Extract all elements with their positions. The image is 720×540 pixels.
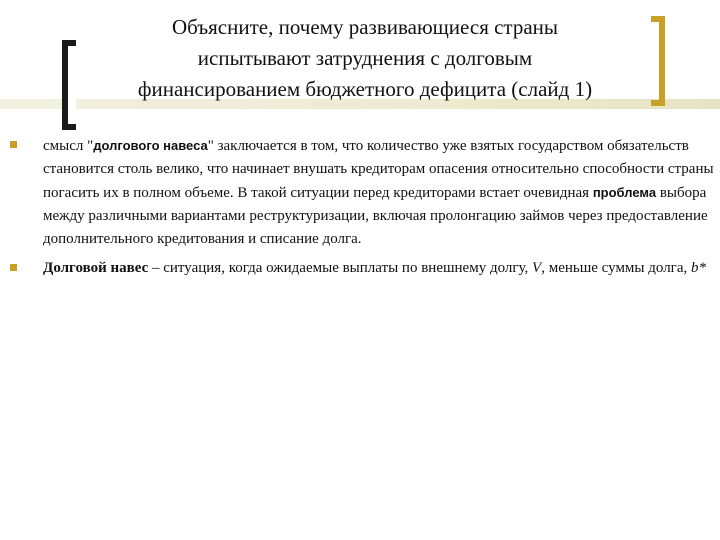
square-bullet-icon: [10, 264, 17, 271]
bullet-2-term: Долговой навес: [43, 260, 149, 276]
bullet-1-text: " заключается в том, что количество уже взятых государством обязательств становится столь велико, что начинает внушать кредиторам опасения относительно способности страны погасить их в полном объеме. В такой ситуации перед кредиторами встает очевидная: [43, 138, 714, 201]
bullet-2-text-1: – ситуация, когда ожидаемые выплаты по внешнему долгу,: [148, 260, 533, 276]
bullet-item-debt-overhang-meaning: [10, 134, 715, 251]
slide-title: [90, 12, 640, 105]
slide-body: [10, 134, 715, 286]
bullet-item-debt-overhang-definition: [10, 257, 715, 280]
bullet-2-text-2: , меньше суммы долга,: [541, 260, 691, 276]
bullet-2-var-v: V: [532, 260, 542, 276]
title-line-3: финансированием бюджетного дефицита (слайд 1): [137, 77, 593, 101]
bullet-2-var-b: b*: [690, 260, 706, 276]
bullet-1-term: долгового навеса: [93, 138, 208, 153]
title-line-2: испытывают затруднения с долговым: [197, 46, 533, 70]
right-bracket-decoration: [651, 16, 665, 106]
bullet-1-suffix: выбора между различными вариантами реструктуризации, включая пролонгацию займов через предоставление дополнительного кредитования и списание долга.: [43, 185, 708, 247]
bullet-1-prefix: смысл ": [43, 138, 94, 154]
square-bullet-icon: [10, 141, 17, 148]
left-bracket-decoration: [62, 40, 76, 130]
bullet-1-emphasis: проблема: [592, 185, 657, 200]
title-line-1: Объясните, почему развивающиеся страны: [171, 15, 559, 39]
